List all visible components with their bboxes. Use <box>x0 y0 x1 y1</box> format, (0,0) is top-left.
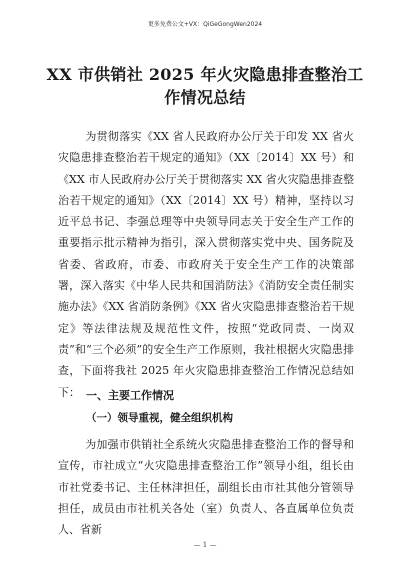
page-number: — 1 — <box>193 541 217 549</box>
subsection-paragraph-text: 为加强市供销社全系统火灾隐患排查整治工作的督导和宣传，市社成立“火灾隐患排查整治工作”领导小组，组长由市社党委书记、主任林津担任，副组长由市社其他分管领导担任，成员由市社机关各处（室）负责人、各直属单位负责人、省新 <box>58 438 354 537</box>
intro-paragraph <box>58 126 354 403</box>
intro-paragraph-text: 为贯彻落实《XX 省人民政府办公厅关于印发 XX 省火灾隐患排查整治若干规定的通知》（XX〔2014〕XX 号）和《XX 市人民政府办公厅关于贯彻落实 XX 省火灾隐患排查整治若干规定的通知》（XX〔2014〕XX 号）精神，坚持以习近平总书记、李强总理等中央领导同志关于安全生产工作的重要指示批示精神为指引，深入贯彻落实党中央、国务院及省委、省政府，市委、市政府关于安全生产工作的决策部署，深入落实《中华人民共和国消防法》《消防安全责任制实施办法》《XX 省消防条例》《XX 省火灾隐患排查整治若干规定》等法律法规及规范性文件，按照“党政同责、一岗双责”和“三个必须”的安全生产工作原则，我社根据火灾隐患排查，下面将我社 2025 年火灾隐患排查整治工作情况总结如下： <box>58 130 354 399</box>
section-heading: 一、主要工作情况 <box>86 389 174 402</box>
document-title: XX 市供销社 2025 年火灾隐患排查整治工作情况总结 <box>46 65 364 107</box>
header-promo-text: 更多免费公文+VX：QiGeGongWen2024 <box>147 21 263 28</box>
subsection-paragraph <box>58 434 354 540</box>
subsection-heading: （一）领导重视，健全组织机构 <box>86 412 233 424</box>
